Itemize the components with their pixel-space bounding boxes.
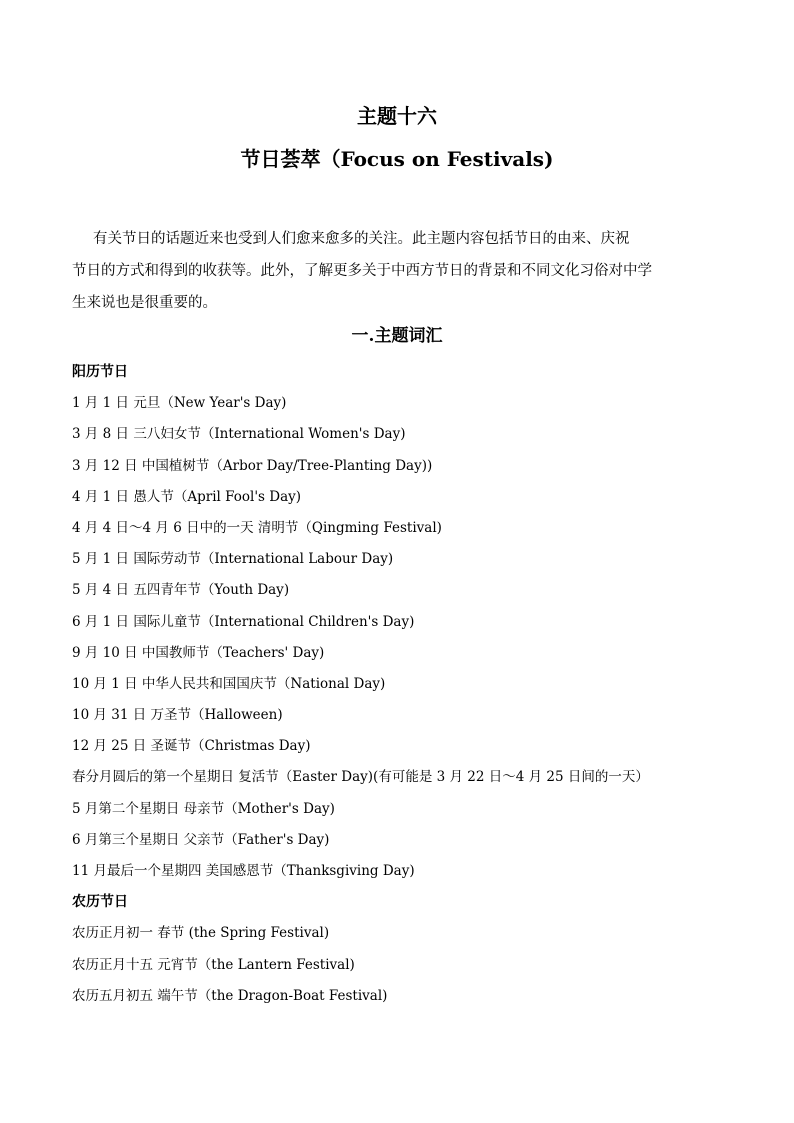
document-subtitle: 节日荟萃（Focus on Festivals): [240, 147, 554, 171]
list-item: 5 月 1 日 国际劳动节（International Labour Day): [72, 551, 394, 568]
intro-paragraph: [72, 223, 712, 319]
intro-line: 有关节日的话题近来也受到人们愈来愈多的关注。此主题内容包括节日的由来、庆祝: [93, 231, 630, 247]
list-item: 6 月第三个星期日 父亲节（Father's Day): [72, 831, 330, 848]
list-item: 3 月 8 日 三八妇女节（International Women's Day): [72, 426, 406, 443]
list-item: 11 月最后一个星期四 美国感恩节（Thanksgiving Day): [72, 863, 415, 879]
list-item: 9 月 10 日 中国教师节（Teachers' Day): [72, 644, 325, 661]
vocabulary-list: [72, 357, 752, 1012]
list-item: 4 月 1 日 愚人节（April Fool's Day): [72, 488, 302, 505]
list-item: 3 月 12 日 中国植树节（Arbor Day/Tree-Planting Day)): [72, 457, 433, 474]
list-item: 10 月 1 日 中华人民共和国国庆节（National Day): [72, 675, 386, 692]
solar-festivals-heading: 阳历节日: [72, 364, 128, 380]
intro-line: 节日的方式和得到的收获等。此外，了解更多关于中西方节日的背景和不同文化习俗对中学: [72, 263, 652, 279]
list-item: 农历五月初五 端午节（the Dragon-Boat Festival): [72, 987, 388, 1004]
list-item: 10 月 31 日 万圣节（Halloween): [72, 707, 283, 724]
intro-line: 生来说也是很重要的。: [72, 295, 217, 311]
list-item: 1 月 1 日 元旦（New Year's Day): [72, 395, 287, 412]
list-item: 春分月圆后的第一个星期日 复活节（Easter Day)(有可能是 3 月 22 日～4 月 25 日间的一天）: [72, 769, 649, 786]
list-item: 6 月 1 日 国际儿童节（International Children's Day): [72, 613, 415, 630]
list-item: 5 月 4 日 五四青年节（Youth Day): [72, 582, 290, 599]
list-item: 农历正月初一 春节 (the Spring Festival): [72, 925, 330, 942]
list-item: 5 月第二个星期日 母亲节（Mother's Day): [72, 800, 335, 817]
document-title: 主题十六: [357, 104, 437, 128]
list-item: 农历正月十五 元宵节（the Lantern Festival): [72, 956, 355, 973]
section-title: 一.主题词汇: [351, 326, 443, 346]
list-item: 4 月 4 日～4 月 6 日中的一天 清明节（Qingming Festival): [72, 519, 442, 536]
lunar-festivals-heading: 农历节日: [72, 894, 128, 911]
list-item: 12 月 25 日 圣诞节（Christmas Day): [72, 738, 311, 755]
